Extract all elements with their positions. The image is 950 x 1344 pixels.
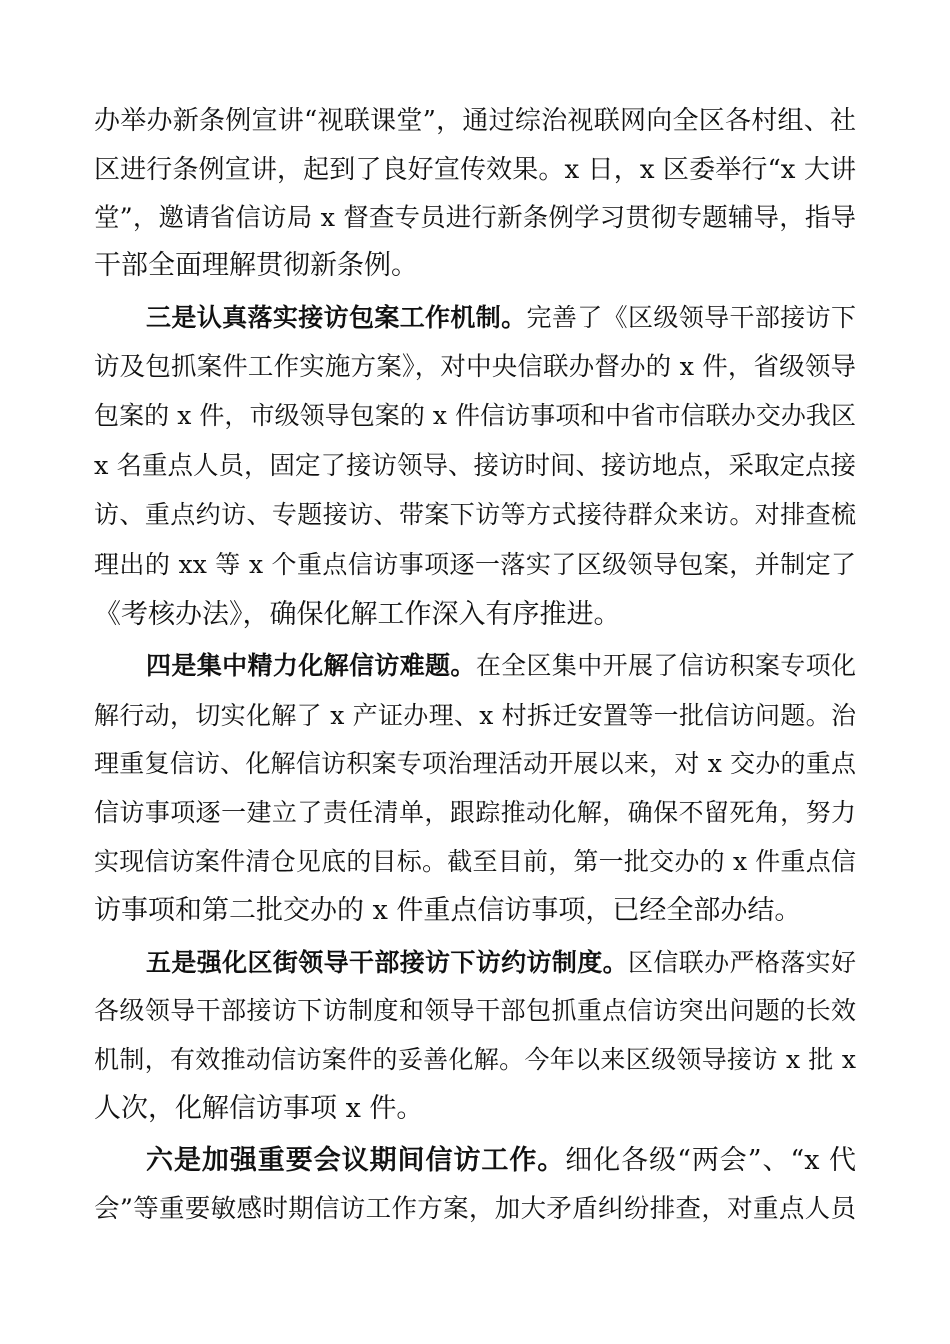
text-line: 《考核办法》，确保化解工作深入有序推进。 [94, 599, 621, 630]
paragraph-text: 区信联办严格落实好 [628, 948, 856, 977]
text-line: 会”等重要敏感时期信访工作方案，加大矛盾纠纷排查，对重点人员 [94, 1194, 856, 1224]
text-line: 人次，化解信访事项 x 件。 [94, 1093, 424, 1124]
text-line: x 名重点人员，固定了接访领导、接访时间、接访地点，采取定点接 [94, 451, 856, 481]
text-line: 访、重点约访、专题接访、带案下访等方式接待群众来访。对排查梳 [94, 500, 856, 529]
text-line: 实现信访案件清仓见底的目标。截至目前，第一批交办的 x 件重点信 [94, 847, 856, 876]
text-line: 区进行条例宣讲，起到了良好宣传效果。x 日，x 区委举行“x 大讲 [94, 155, 856, 185]
text-line: 理重复信访、化解信访积案专项治理活动开展以来，对 x 交办的重点 [94, 749, 856, 778]
text-line: 访及包抓案件工作实施方案》，对中央信联办督办的 x 件，省级领导 [94, 352, 856, 382]
text-line: 干部全面理解贯彻新条例。 [94, 250, 418, 281]
paragraph-first-line [146, 943, 856, 983]
text-line: 信访事项逐一建立了责任清单，跟踪推动化解，确保不留死角，努力 [94, 798, 856, 827]
paragraph-heading: 六是加强重要会议期间信访工作。 [146, 1145, 566, 1176]
paragraph-text: 完善了《区级领导干部接访下 [526, 303, 856, 332]
text-line: 包案的 x 件，市级领导包案的 x 件信访事项和中省市信联办交办我区 [94, 401, 856, 430]
paragraph-heading: 三是认真落实接访包案工作机制。 [146, 303, 527, 332]
paragraph-text: 在全区集中开展了信访积案专项化 [475, 651, 856, 680]
text-line: 访事项和第二批交办的 x 件重点信访事项，已经全部办结。 [94, 895, 802, 926]
text-line: 各级领导干部接访下访制度和领导干部包抓重点信访突出问题的长效 [94, 996, 856, 1025]
paragraph-first-line [146, 646, 856, 686]
text-line: 堂”，邀请省信访局 x 督查专员进行新条例学习贯彻专题辅导，指导 [94, 203, 856, 233]
paragraph-heading: 五是强化区街领导干部接访下访约访制度。 [146, 948, 629, 977]
text-line: 解行动，切实化解了 x 产证办理、x 村拆迁安置等一批信访问题。治 [94, 701, 856, 730]
paragraph-text: 细化各级“两会”、“x 代 [565, 1145, 856, 1176]
paragraph-heading: 四是集中精力化解信访难题。 [146, 651, 476, 680]
text-line: 办举办新条例宣讲“视联课堂”，通过综治视联网向全区各村组、社 [94, 106, 856, 136]
text-line: 理出的 xx 等 x 个重点信访事项逐一落实了区级领导包案，并制定了 [94, 550, 856, 579]
paragraph-first-line [146, 298, 856, 338]
paragraph-first-line [146, 1141, 856, 1181]
text-line: 机制，有效推动信访案件的妥善化解。今年以来区级领导接访 x 批 x [94, 1045, 856, 1074]
